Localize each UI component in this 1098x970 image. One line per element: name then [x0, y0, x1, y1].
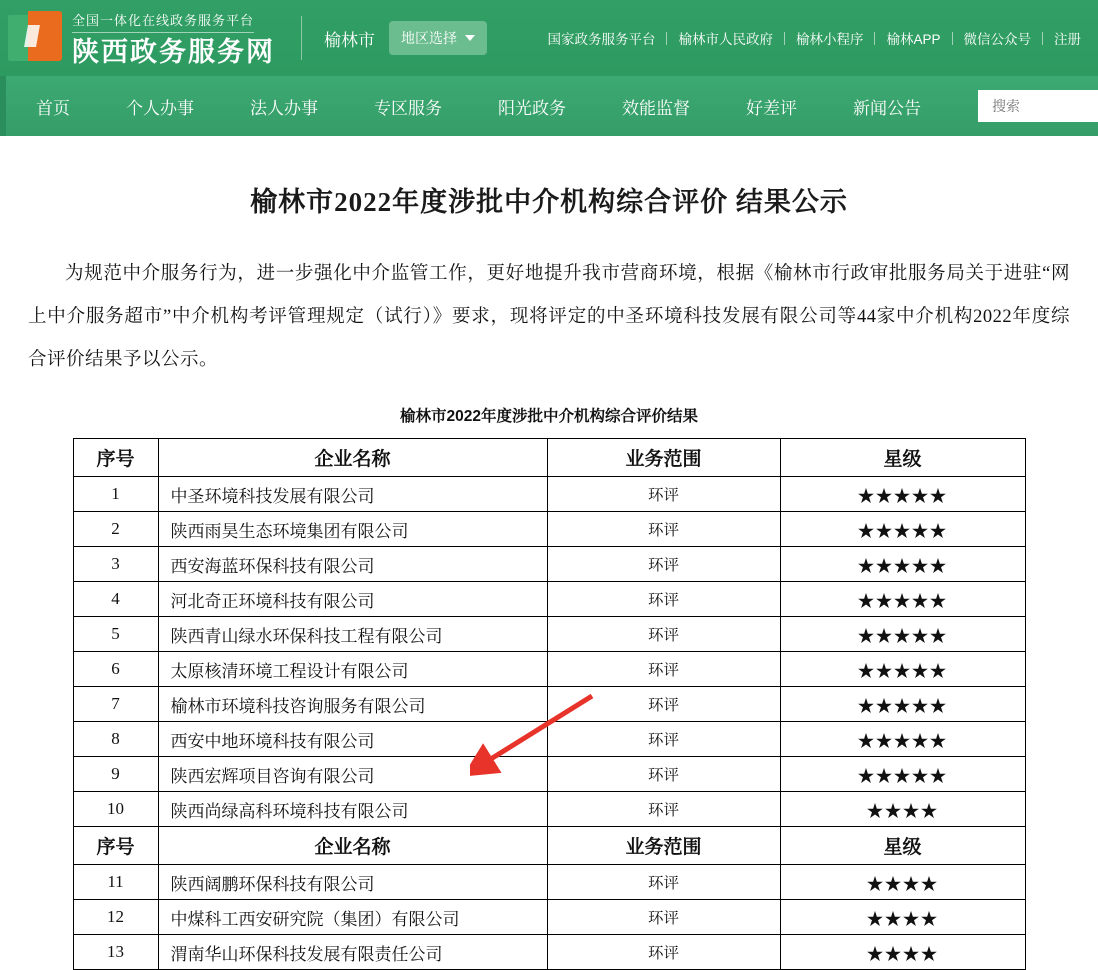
chevron-down-icon: [465, 35, 475, 41]
cell-scope: 环评: [547, 722, 780, 757]
cell-scope: 环评: [547, 757, 780, 792]
logo-subtitle: 全国一体化在线政务服务平台: [72, 10, 254, 33]
main-navigation: [0, 76, 1098, 136]
table-caption: 榆林市2022年度涉批中介机构综合评价结果: [400, 408, 698, 425]
col-header-star: 星级: [780, 439, 1025, 477]
region-select-label: 地区选择: [401, 30, 457, 46]
cell-index: 1: [73, 477, 158, 512]
site-logo[interactable]: [0, 10, 275, 67]
cell-scope: 环评: [547, 582, 780, 617]
col-header-index: 序号: [73, 827, 158, 865]
cell-scope: 环评: [547, 512, 780, 547]
cell-company: 西安海蓝环保科技有限公司: [158, 547, 547, 582]
document-paragraph-block: [22, 253, 1076, 382]
search-input[interactable]: [990, 97, 1098, 115]
table-row: [73, 582, 1025, 617]
table-row: [73, 617, 1025, 652]
cell-company: 陕西尚绿高科环境科技有限公司: [158, 792, 547, 827]
cell-star: ★★★★: [780, 792, 1025, 827]
cell-company: 中煤科工西安研究院（集团）有限公司: [158, 900, 547, 935]
nav-item-sunshine-gov[interactable]: 阳光政务: [498, 98, 566, 118]
cell-company: 渭南华山环保科技发展有限责任公司: [158, 935, 547, 970]
page-title: 榆林市2022年度涉批中介机构综合评价 结果公示: [250, 187, 848, 217]
header-link-app[interactable]: 榆林APP: [886, 32, 941, 47]
col-header-scope: 业务范围: [547, 827, 780, 865]
cell-star: ★★★★★: [780, 652, 1025, 687]
table-row: [73, 757, 1025, 792]
table-row: [73, 687, 1025, 722]
cell-index: 5: [73, 617, 158, 652]
cell-index: 12: [73, 900, 158, 935]
header-divider: [301, 16, 302, 60]
cell-index: 6: [73, 652, 158, 687]
col-header-company: 企业名称: [158, 827, 547, 865]
cell-star: ★★★★★: [780, 582, 1025, 617]
nav-item-list: [0, 94, 949, 119]
cell-scope: 环评: [547, 617, 780, 652]
cell-star: ★★★★★: [780, 477, 1025, 512]
cell-star: ★★★★★: [780, 512, 1025, 547]
header-link-register[interactable]: 注册: [1054, 32, 1081, 47]
cell-index: 11: [73, 865, 158, 900]
table-header-row: [73, 439, 1025, 477]
table-body: [73, 439, 1025, 970]
cell-index: 8: [73, 722, 158, 757]
nav-item-review[interactable]: 好差评: [746, 98, 797, 118]
cell-scope: 环评: [547, 900, 780, 935]
logo-title: 陕西政务服务网: [72, 36, 275, 67]
table-row: [73, 547, 1025, 582]
cell-index: 13: [73, 935, 158, 970]
cell-star: ★★★★★: [780, 617, 1025, 652]
cell-scope: 环评: [547, 547, 780, 582]
document-content: [0, 180, 1098, 970]
table-row: [73, 792, 1025, 827]
col-header-company: 企业名称: [158, 439, 547, 477]
cell-index: 2: [73, 512, 158, 547]
cell-star: ★★★★★: [780, 547, 1025, 582]
cell-index: 4: [73, 582, 158, 617]
cell-index: 7: [73, 687, 158, 722]
site-header: [0, 0, 1098, 76]
logo-icon: [8, 11, 62, 65]
header-link-list: [536, 28, 1098, 48]
region-select-button[interactable]: [389, 21, 487, 55]
cell-star: ★★★★: [780, 865, 1025, 900]
cell-star: ★★★★★: [780, 687, 1025, 722]
cell-index: 9: [73, 757, 158, 792]
nav-item-legal-entity[interactable]: 法人办事: [250, 98, 318, 118]
header-link-city-government[interactable]: 榆林市人民政府: [678, 32, 773, 47]
table-row: [73, 477, 1025, 512]
cell-scope: 环评: [547, 935, 780, 970]
nav-item-personal[interactable]: 个人办事: [126, 98, 194, 118]
nav-item-home[interactable]: 首页: [36, 98, 70, 118]
cell-company: 陕西青山绿水环保科技工程有限公司: [158, 617, 547, 652]
current-city-label: 榆林市: [324, 30, 375, 50]
cell-company: 太原核清环境工程设计有限公司: [158, 652, 547, 687]
cell-scope: 环评: [547, 792, 780, 827]
col-header-star: 星级: [780, 827, 1025, 865]
cell-company: 陕西阔鹏环保科技有限公司: [158, 865, 547, 900]
header-link-wechat[interactable]: 微信公众号: [963, 32, 1031, 47]
nav-item-zone-service[interactable]: 专区服务: [374, 98, 442, 118]
nav-item-news[interactable]: 新闻公告: [853, 98, 921, 118]
evaluation-results-table: [73, 438, 1026, 970]
nav-item-efficiency-supervision[interactable]: 效能监督: [622, 98, 690, 118]
cell-company: 榆林市环境科技咨询服务有限公司: [158, 687, 547, 722]
table-row: [73, 512, 1025, 547]
cell-index: 10: [73, 792, 158, 827]
header-link-national-platform[interactable]: 国家政务服务平台: [547, 32, 656, 47]
cell-company: 中圣环境科技发展有限公司: [158, 477, 547, 512]
nav-left-strip: [0, 76, 6, 136]
table-row: [73, 722, 1025, 757]
cell-index: 3: [73, 547, 158, 582]
cell-scope: 环评: [547, 865, 780, 900]
col-header-scope: 业务范围: [547, 439, 780, 477]
cell-star: ★★★★: [780, 935, 1025, 970]
table-row: [73, 900, 1025, 935]
search-box[interactable]: [978, 90, 1098, 122]
cell-scope: 环评: [547, 652, 780, 687]
header-link-miniprogram[interactable]: 榆林小程序: [795, 32, 864, 47]
cell-company: 陕西雨昊生态环境集团有限公司: [158, 512, 547, 547]
cell-company: 陕西宏辉项目咨询有限公司: [158, 757, 547, 792]
cell-company: 西安中地环境科技有限公司: [158, 722, 547, 757]
cell-star: ★★★★★: [780, 722, 1025, 757]
cell-scope: 环评: [547, 477, 780, 512]
table-row: [73, 935, 1025, 970]
col-header-index: 序号: [73, 439, 158, 477]
cell-company: 河北奇正环境科技有限公司: [158, 582, 547, 617]
cell-scope: 环评: [547, 687, 780, 722]
table-header-row-repeat: [73, 827, 1025, 865]
document-paragraph: 为规范中介服务行为，进一步强化中介监管工作，更好地提升我市营商环境，根据《榆林市行政审批服务局关于进驻“网上中介服务超市”中介机构考评管理规定（试行）》要求，现将评定的中圣环境科技发展有限公司等44家中介机构2022年度综合评价结果予以公示。: [28, 264, 1070, 370]
table-row: [73, 652, 1025, 687]
cell-star: ★★★★: [780, 900, 1025, 935]
cell-star: ★★★★★: [780, 757, 1025, 792]
table-row: [73, 865, 1025, 900]
